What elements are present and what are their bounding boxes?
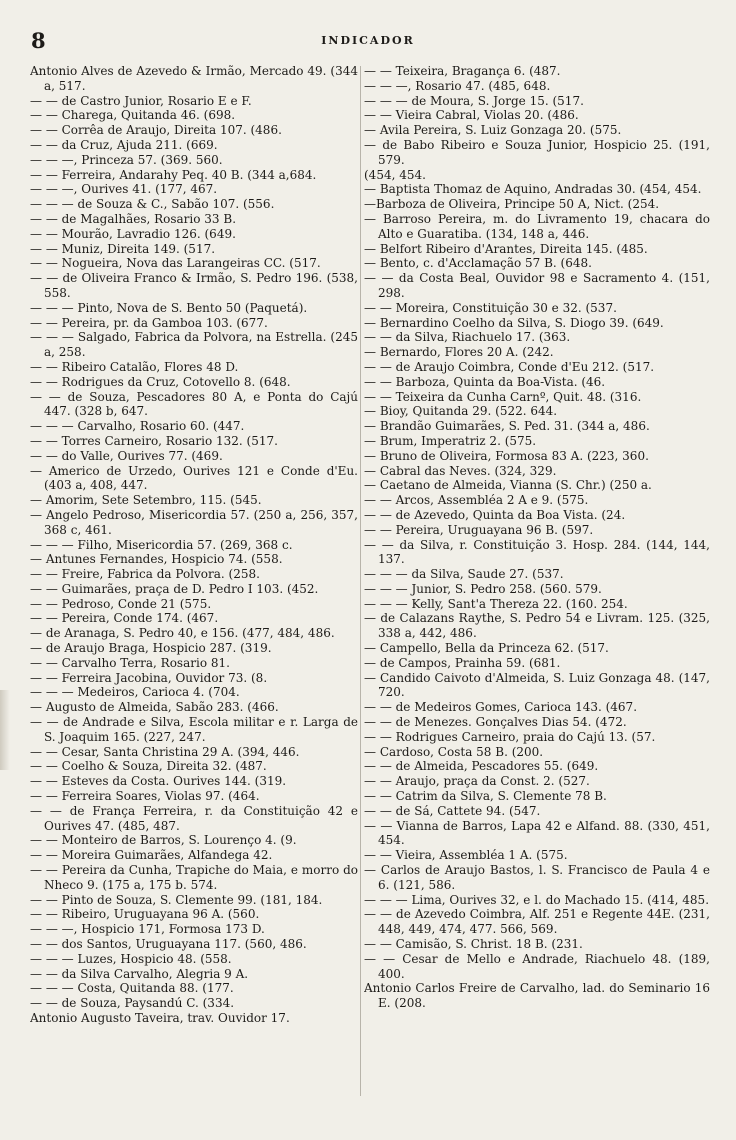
directory-entry: — — Teixeira, Bragança 6. (487. xyxy=(364,64,561,78)
directory-entry: — Amorim, Sete Setembro, 115. (545. xyxy=(30,493,262,508)
directory-entry: — — Ferreira, Andarahy Peq. 40 B. (344 a,684. xyxy=(30,167,317,182)
directory-entry: — — Araujo, praça da Const. 2. (527. xyxy=(364,774,590,789)
directory-entry: — Bioy, Quitanda 29. (522. 644. xyxy=(364,404,558,419)
directory-entry: — — Corrêa de Araujo, Direita 107. (486. xyxy=(30,123,282,138)
directory-entry: — — de Andrade e Silva, Escola militar e r. Larga de S. Joaquim 165. (227, 247. xyxy=(30,715,358,744)
directory-entry: — — de Azevedo, Quinta da Boa Vista. (24. xyxy=(364,507,626,522)
directory-entry: — — Freire, Fabrica da Polvora. (258. xyxy=(30,567,260,582)
directory-entry: — — Arcos, Assembléa 2 A e 9. (575. xyxy=(364,493,589,508)
directory-entry: — — — Luzes, Hospicio 48. (558. xyxy=(30,951,232,966)
directory-entry: — — Guimarães, praça de D. Pedro I 103. (452. xyxy=(30,581,319,596)
directory-entry: — — Monteiro de Barros, S. Lourenço 4. (9. xyxy=(30,833,297,848)
directory-entry: — — da Cruz, Ajuda 211. (669. xyxy=(30,137,218,152)
directory-entry: — de Aranaga, S. Pedro 40, e 156. (477, 484, 486. xyxy=(30,626,335,641)
directory-entry: — Angelo Pedroso, Misericordia 57. (250 a, 256, 357, 368 c, 461. xyxy=(30,507,358,537)
directory-entry: (454, 454. xyxy=(364,167,426,182)
directory-entry: — — —, Rosario 47. (485, 648. xyxy=(364,78,551,93)
directory-entry: — de Calazans Raythe, S. Pedro 54 e Livram. 125. (325, 338 a, 442, 486. xyxy=(364,611,710,641)
directory-entry: — Caetano de Almeida, Vianna (S. Chr.) (250 a. xyxy=(364,478,652,493)
left-column xyxy=(30,64,358,1134)
directory-entry: — — Cesar, Santa Christina 29 A. (394, 446. xyxy=(30,744,300,759)
running-title: INDICADOR xyxy=(321,34,415,47)
directory-entry: — Bernardino Coelho da Silva, S. Diogo 39. (649. xyxy=(364,315,664,330)
directory-entry: — Baptista Thomaz de Aquino, Andradas 30. (454, 454. xyxy=(364,182,702,197)
directory-entry: — — — Pinto, Nova de S. Bento 50 (Paquetá). xyxy=(30,300,308,315)
directory-entry: — Cabral das Neves. (324, 329. xyxy=(364,463,557,478)
directory-entry: — — Catrim da Silva, S. Clemente 78 B. xyxy=(364,789,607,804)
directory-entry: — — Pinto de Souza, S. Clemente 99. (181, 184. xyxy=(30,892,323,907)
directory-entry: — — Pereira, Uruguayana 96 B. (597. xyxy=(364,522,594,537)
directory-entry: — — de Souza, Paysandú C. (334. xyxy=(30,996,235,1011)
directory-entry: — Bernardo, Flores 20 A. (242. xyxy=(364,345,554,360)
directory-entry: — de Campos, Prainha 59. (681. xyxy=(364,655,561,670)
directory-entry: — — — Kelly, Sant'a Thereza 22. (160. 254. xyxy=(364,596,628,611)
page-edge-stain xyxy=(0,690,10,770)
directory-entry: — — da Costa Beal, Ouvidor 98 e Sacramento 4. (151, 298. xyxy=(364,271,710,300)
directory-entry: — — Vieira Cabral, Violas 20. (486. xyxy=(364,108,579,123)
directory-entry: — — de Souza, Pescadores 80 A, e Ponta do Cajú 447. (328 b, 647. xyxy=(30,389,358,419)
directory-entry: — — Esteves da Costa. Ourives 144. (319. xyxy=(30,774,287,789)
directory-entry: — — — Costa, Quitanda 88. (177. xyxy=(30,981,234,996)
directory-entry: Antonio Augusto Taveira, trav. Ouvidor 17. xyxy=(30,1011,290,1025)
directory-entry: — — Ferreira Jacobina, Ouvidor 73. (8. xyxy=(30,670,268,685)
directory-entry: — Candido Caivoto d'Almeida, S. Luiz Gonzaga 48. (147, 720. xyxy=(364,670,710,700)
directory-entry: — — de Magalhães, Rosario 33 B. xyxy=(30,211,237,226)
directory-entry: — — de Medeiros Gomes, Carioca 143. (467. xyxy=(364,700,638,715)
directory-entry: — — Charega, Quitanda 46. (698. xyxy=(30,108,236,123)
directory-entry: — — Torres Carneiro, Rosario 132. (517. xyxy=(30,433,278,448)
directory-entry: —Barboza de Oliveira, Principe 50 A, Nict. (254. xyxy=(364,197,660,212)
directory-entry: — — Carvalho Terra, Rosario 81. xyxy=(30,655,230,670)
directory-entry: — — — de Souza & C., Sabão 107. (556. xyxy=(30,197,275,212)
directory-entry: — — Ribeiro, Uruguayana 96 A. (560. xyxy=(30,907,260,922)
directory-entry: Antonio Alves de Azevedo & Irmão, Mercado 49. (344 a, 517. xyxy=(30,64,358,93)
directory-entry: — — Pereira da Cunha, Trapiche do Maia, e morro do Nheco 9. (175 a, 175 b. 574. xyxy=(30,863,358,892)
directory-entry: — — Teixeira da Cunha Carnº, Quit. 48. (316. xyxy=(364,389,642,404)
right-column xyxy=(364,64,710,1134)
directory-entry: — — — Medeiros, Carioca 4. (704. xyxy=(30,685,240,700)
directory-entry: — Campello, Bella da Princeza 62. (517. xyxy=(364,641,609,656)
directory-entry: — — Pereira, pr. da Gamboa 103. (677. xyxy=(30,315,268,330)
directory-entry: — de Araujo Braga, Hospicio 287. (319. xyxy=(30,641,272,656)
directory-entry: — — de França Ferreira, r. da Constituição 42 e Ourives 47. (485, 487. xyxy=(30,803,358,833)
directory-entry: — — de Castro Junior, Rosario E e F. xyxy=(30,93,252,108)
directory-entry: — Brum, Imperatriz 2. (575. xyxy=(364,433,537,448)
directory-entry: — — Ferreira Soares, Violas 97. (464. xyxy=(30,789,260,804)
directory-entry: — — — da Silva, Saude 27. (537. xyxy=(364,567,564,582)
directory-entry: — — da Silva Carvalho, Alegria 9 A. xyxy=(30,966,249,981)
directory-entry: — — de Sá, Cattete 94. (547. xyxy=(364,803,541,818)
directory-entry: — — Moreira, Constituição 30 e 32. (537. xyxy=(364,300,617,315)
directory-entry: — — Coelho & Souza, Direita 32. (487. xyxy=(30,759,267,774)
directory-entry: — — — Filho, Misericordia 57. (269, 368 c. xyxy=(30,537,293,552)
directory-entry: — Barroso Pereira, m. do Livramento 19, chacara do Alto e Guaratiba. (134, 148 a, 446. xyxy=(364,211,710,241)
directory-entry: — — — Salgado, Fabrica da Polvora, na Estrella. (245 a, 258. xyxy=(30,330,358,360)
directory-entry: — — Nogueira, Nova das Larangeiras CC. (517. xyxy=(30,256,321,271)
page-number: 8 xyxy=(31,28,46,53)
directory-entry: — — Vianna de Barros, Lapa 42 e Alfand. 88. (330, 451, 454. xyxy=(364,818,710,848)
directory-entry: — — de Menezes. Gonçalves Dias 54. (472. xyxy=(364,715,627,730)
directory-entry: — — Barboza, Quinta da Boa-Vista. (46. xyxy=(364,374,606,389)
directory-entry: — Antunes Fernandes, Hospicio 74. (558. xyxy=(30,552,283,567)
directory-entry: — Belfort Ribeiro d'Arantes, Direita 145. (485. xyxy=(364,241,648,256)
directory-entry: — — Mourão, Lavradio 126. (649. xyxy=(30,226,236,241)
directory-entry: — Cardoso, Costa 58 B. (200. xyxy=(364,744,544,759)
directory-entry: — — — Lima, Ourives 32, e l. do Machado 15. (414, 485. xyxy=(364,892,710,907)
directory-entry: — — Rodrigues Carneiro, praia do Cajú 13. (57. xyxy=(364,729,656,744)
directory-entry: — — —, Ourives 41. (177, 467. xyxy=(30,182,218,197)
directory-entry: — — —, Princeza 57. (369. 560. xyxy=(30,152,223,167)
directory-entry: — — da Silva, r. Constituição 3. Hosp. 284. (144, 144, 137. xyxy=(364,537,710,567)
directory-entry: — — de Araujo Coimbra, Conde d'Eu 212. (517. xyxy=(364,359,655,374)
directory-entry: — — Moreira Guimarães, Alfandega 42. xyxy=(30,848,273,863)
directory-entry: — — de Almeida, Pescadores 55. (649. xyxy=(364,759,599,774)
directory-entry: — Avila Pereira, S. Luiz Gonzaga 20. (575. xyxy=(364,123,622,138)
directory-entry: — — — Carvalho, Rosario 60. (447. xyxy=(30,419,245,434)
directory-entry: — — —, Hospicio 171, Formosa 173 D. xyxy=(30,922,265,937)
directory-entry: — de Babo Ribeiro e Souza Junior, Hospicio 25. (191, 579. xyxy=(364,137,710,167)
directory-entry: — — Pereira, Conde 174. (467. xyxy=(30,611,219,626)
directory-entry: — Augusto de Almeida, Sabão 283. (466. xyxy=(30,700,279,715)
directory-entry: — — da Silva, Riachuelo 17. (363. xyxy=(364,330,571,345)
directory-entry: — — de Azevedo Coimbra, Alf. 251 e Regente 44E. (231, 448, 449, 474, 477. 566, 569. xyxy=(364,907,710,937)
directory-entry: — Brandão Guimarães, S. Ped. 31. (344 a, 486. xyxy=(364,419,650,434)
directory-entry: — — — Junior, S. Pedro 258. (560. 579. xyxy=(364,581,602,596)
directory-entry: — — Ribeiro Catalão, Flores 48 D. xyxy=(30,359,239,374)
directory-entry: — — do Valle, Ourives 77. (469. xyxy=(30,448,223,463)
directory-entry: — Bento, c. d'Acclamação 57 B. (648. xyxy=(364,256,592,271)
directory-entry: — — de Oliveira Franco & Irmão, S. Pedro 196. (538, 558. xyxy=(30,271,358,300)
directory-entry: — — Vieira, Assembléa 1 A. (575. xyxy=(364,848,568,863)
directory-entry: — — — de Moura, S. Jorge 15. (517. xyxy=(364,93,584,108)
directory-entry: Antonio Carlos Freire de Carvalho, lad. do Seminario 16 E. (208. xyxy=(364,981,710,1011)
directory-entry: — Americo de Urzedo, Ourives 121 e Conde d'Eu. (403 a, 408, 447. xyxy=(30,463,358,493)
directory-entry: — — Pedroso, Conde 21 (575. xyxy=(30,596,212,611)
directory-entry: — — Cesar de Mello e Andrade, Riachuelo 48. (189, 400. xyxy=(364,951,710,981)
directory-entry: — Bruno de Oliveira, Formosa 83 A. (223, 360. xyxy=(364,448,649,463)
directory-entry: — Carlos de Araujo Bastos, l. S. Francisco de Paula 4 e 6. (121, 586. xyxy=(364,863,710,892)
page-header xyxy=(0,0,736,60)
directory-entry: — — dos Santos, Uruguayana 117. (560, 486. xyxy=(30,937,307,952)
directory-entry: — — Rodrigues da Cruz, Cotovello 8. (648. xyxy=(30,374,291,389)
directory-entry: — — Camisão, S. Christ. 18 B. (231. xyxy=(364,937,583,952)
column-divider xyxy=(360,66,361,1096)
directory-entry: — — Muniz, Direita 149. (517. xyxy=(30,241,216,256)
